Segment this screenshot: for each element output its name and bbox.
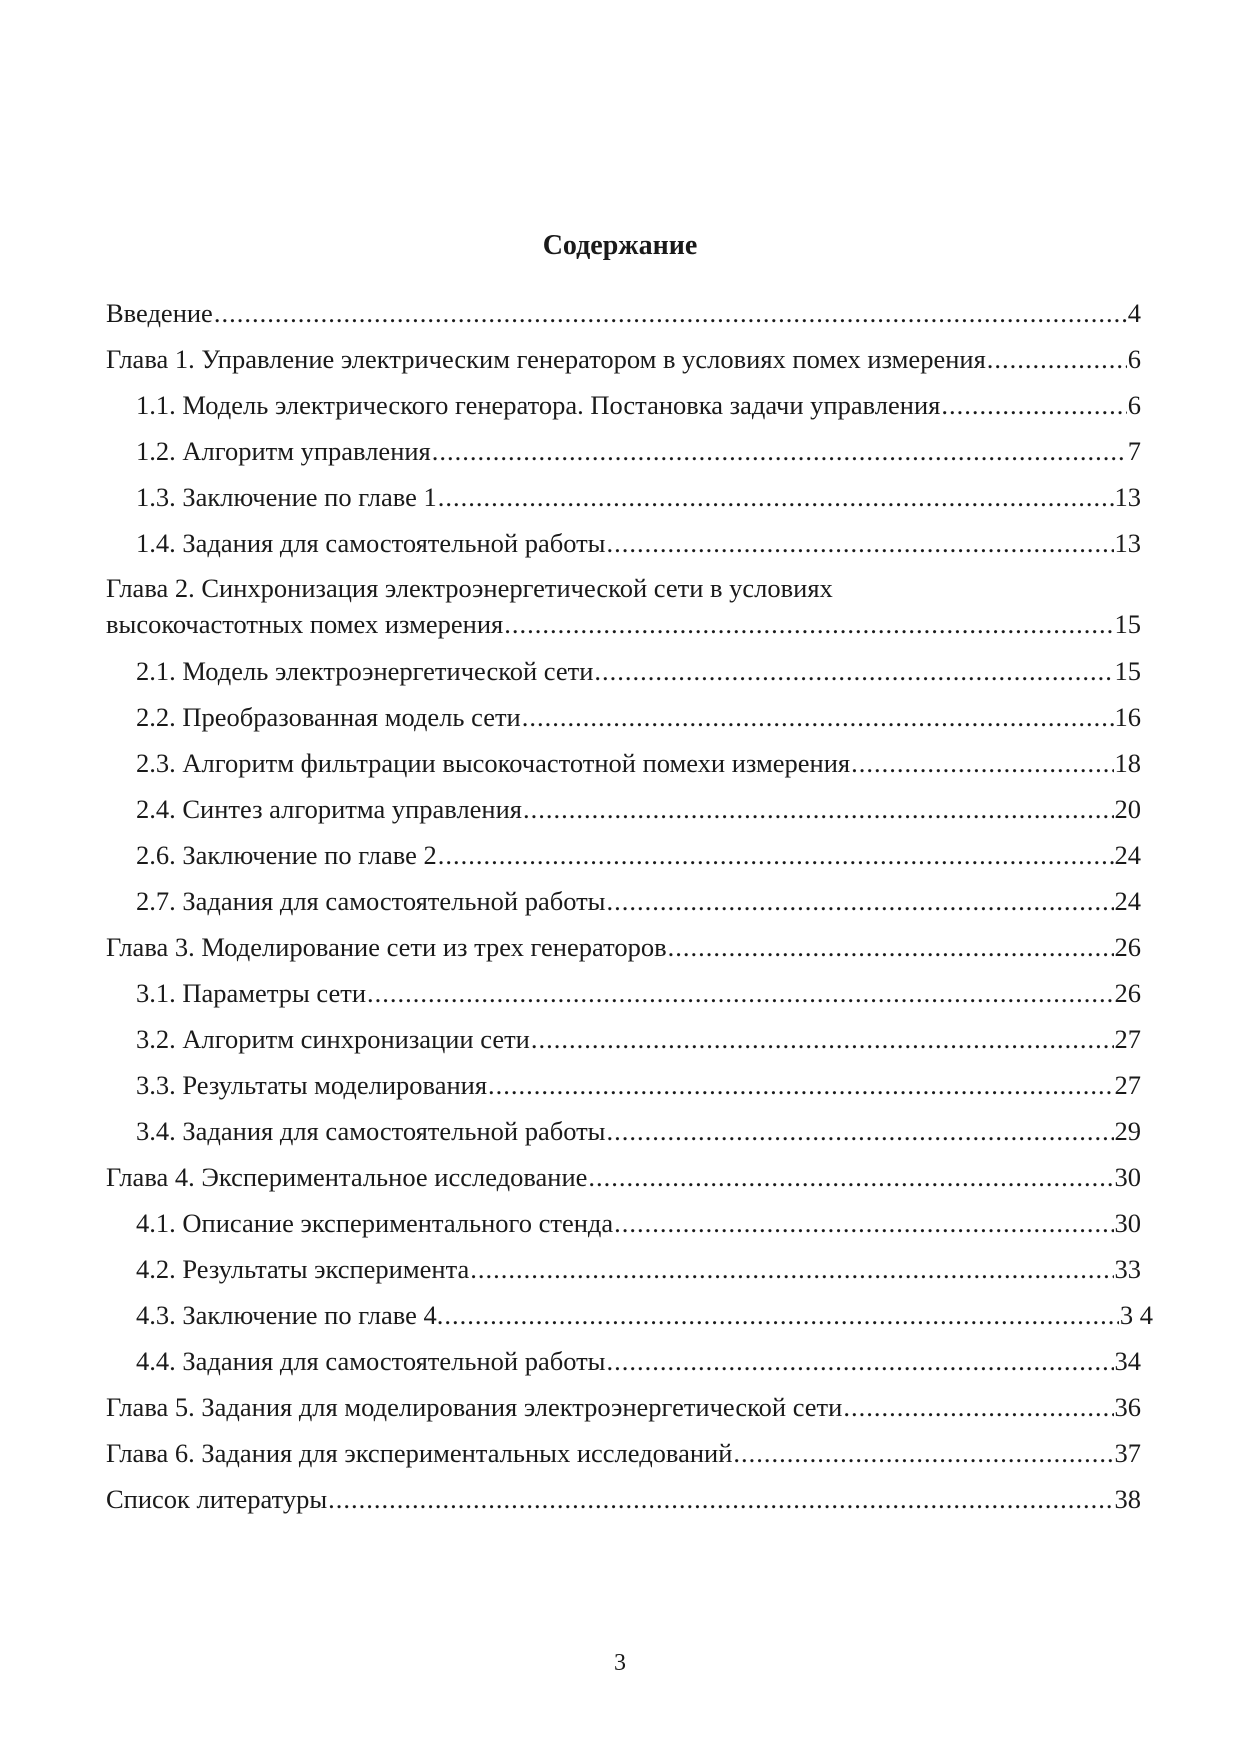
toc-leader-dots <box>328 1476 1113 1522</box>
toc-entry-label: 4.2. Результаты эксперимента <box>136 1254 470 1284</box>
toc-subentry[interactable] <box>106 832 1141 878</box>
toc-entry-page: 16 <box>1114 702 1141 732</box>
toc-entry-page: 30 <box>1114 1162 1141 1192</box>
toc-entry-label: 3.3. Результаты моделирования <box>136 1070 488 1100</box>
toc-entry-label: 1.1. Модель электрического генератора. Постановка задачи управления <box>136 390 941 420</box>
toc-entry-label: 3.2. Алгоритм синхронизации сети <box>136 1024 530 1054</box>
toc-entry-page: 30 <box>1114 1208 1141 1238</box>
toc-entry-label: 2.1. Модель электроэнергетической сети <box>136 656 594 686</box>
toc-subentry[interactable] <box>106 1108 1141 1154</box>
toc-leader-dots <box>438 832 1114 878</box>
page-number: 3 <box>614 1650 626 1676</box>
toc-leader-dots <box>614 1200 1113 1246</box>
toc-leader-dots <box>606 1338 1113 1384</box>
table-of-contents <box>106 290 1153 1522</box>
toc-leader-dots <box>470 1246 1113 1292</box>
toc-subentry[interactable] <box>106 970 1141 1016</box>
toc-leader-dots <box>987 336 1127 382</box>
toc-entry[interactable] <box>106 290 1141 336</box>
toc-entry[interactable] <box>106 1154 1141 1200</box>
toc-subentry[interactable] <box>106 1016 1141 1062</box>
toc-entry-page: 15 <box>1114 656 1141 686</box>
toc-entry-page: 13 <box>1114 482 1141 512</box>
toc-leader-dots <box>438 474 1114 520</box>
toc-subentry[interactable] <box>106 1246 1141 1292</box>
toc-entry-label: Глава 5. Задания для моделирования электроэнергетической сети <box>106 1392 843 1422</box>
toc-entry-label-line2: высокочастотных помех измерения <box>106 609 504 639</box>
toc-leader-dots <box>594 648 1113 694</box>
toc-subentry[interactable] <box>106 382 1141 428</box>
toc-entry-page: 24 <box>1114 886 1141 916</box>
toc-entry-label: Список литературы <box>106 1484 328 1514</box>
toc-leader-dots <box>588 1154 1113 1200</box>
toc-subentry[interactable] <box>106 694 1141 740</box>
toc-entry[interactable] <box>106 1476 1141 1522</box>
toc-entry-label: 2.6. Заключение по главе 2 <box>136 840 437 870</box>
toc-entry-label: 4.1. Описание экспериментального стенда <box>136 1208 614 1238</box>
toc-entry-label: Введение <box>106 298 213 328</box>
toc-entry-page: 13 <box>1114 528 1141 558</box>
toc-leader-dots <box>606 1108 1113 1154</box>
toc-subentry[interactable] <box>106 1338 1141 1384</box>
toc-entry-label: 4.4. Задания для самостоятельной работы <box>136 1346 606 1376</box>
toc-subentry[interactable] <box>106 520 1141 566</box>
toc-entry-label: 1.3. Заключение по главе 1 <box>136 482 437 512</box>
toc-leader-dots <box>531 1016 1114 1062</box>
toc-entry-page: 3 4 <box>1119 1300 1153 1330</box>
toc-entry[interactable] <box>106 1384 1141 1430</box>
toc-subentry[interactable] <box>106 786 1141 832</box>
page-title: Содержание <box>542 230 698 261</box>
toc-leader-dots <box>214 290 1127 336</box>
toc-entry-label: 2.3. Алгоритм фильтрации высокочастотной помехи измерения <box>136 748 851 778</box>
toc-entry-page: 24 <box>1114 840 1141 870</box>
toc-entry[interactable] <box>106 566 1141 648</box>
toc-entry[interactable] <box>106 1430 1141 1476</box>
toc-entry-page: 6 <box>1127 344 1141 374</box>
toc-leader-dots <box>432 428 1127 474</box>
toc-entry-page: 18 <box>1114 748 1141 778</box>
toc-entry-page: 20 <box>1114 794 1141 824</box>
toc-subentry[interactable] <box>106 474 1141 520</box>
toc-leader-dots <box>523 786 1114 832</box>
toc-entry-label: 2.7. Задания для самостоятельной работы <box>136 886 606 916</box>
toc-entry[interactable] <box>106 924 1141 970</box>
toc-entry-page: 27 <box>1114 1070 1141 1100</box>
toc-entry[interactable] <box>106 336 1141 382</box>
toc-entry-label: 3.1. Параметры сети <box>136 978 367 1008</box>
toc-entry-page: 33 <box>1114 1254 1141 1284</box>
toc-entry-label-line1: Глава 2. Синхронизация электроэнергетической сети в условиях <box>106 573 833 603</box>
toc-entry-label: 1.2. Алгоритм управления <box>136 436 431 466</box>
toc-entry-label: 4.3. Заключение по главе 4. <box>136 1300 444 1330</box>
toc-entry-label: 3.4. Задания для самостоятельной работы <box>136 1116 606 1146</box>
toc-entry-page: 26 <box>1114 932 1141 962</box>
toc-leader-dots <box>606 878 1113 924</box>
toc-leader-dots <box>733 1430 1113 1476</box>
toc-entry-label: 2.2. Преобразованная модель сети <box>136 702 521 732</box>
toc-entry-page: 37 <box>1114 1438 1141 1468</box>
toc-entry-page: 15 <box>1114 609 1141 639</box>
toc-entry-page: 29 <box>1114 1116 1141 1146</box>
toc-entry-label: Глава 1. Управление электрическим генератором в условиях помех измерения <box>106 344 986 374</box>
toc-subentry[interactable] <box>106 1200 1141 1246</box>
toc-leader-dots <box>367 970 1113 1016</box>
toc-entry-page: 7 <box>1127 436 1141 466</box>
toc-entry-label: 1.4. Задания для самостоятельной работы <box>136 528 606 558</box>
toc-subentry[interactable] <box>106 1062 1141 1108</box>
toc-leader-dots <box>504 606 1113 642</box>
toc-leader-dots <box>668 924 1114 970</box>
toc-leader-dots <box>444 1292 1119 1338</box>
toc-entry-label: 2.4. Синтез алгоритма управления <box>136 794 522 824</box>
toc-subentry[interactable] <box>106 878 1141 924</box>
toc-leader-dots <box>606 520 1113 566</box>
toc-leader-dots <box>851 740 1113 786</box>
toc-entry-page: 27 <box>1114 1024 1141 1054</box>
toc-entry-page: 38 <box>1114 1484 1141 1514</box>
toc-entry-page: 6 <box>1127 390 1141 420</box>
toc-leader-dots <box>843 1384 1113 1430</box>
toc-subentry[interactable] <box>106 428 1141 474</box>
toc-subentry[interactable] <box>106 740 1141 786</box>
toc-subentry[interactable] <box>106 1292 1153 1338</box>
toc-leader-dots <box>488 1062 1113 1108</box>
toc-entry-page: 36 <box>1114 1392 1141 1422</box>
toc-leader-dots <box>522 694 1114 740</box>
toc-entry-page: 26 <box>1114 978 1141 1008</box>
toc-entry-label: Глава 6. Задания для экспериментальных исследований <box>106 1438 733 1468</box>
toc-entry-label: Глава 3. Моделирование сети из трех генераторов <box>106 932 667 962</box>
toc-entry-page: 4 <box>1127 298 1141 328</box>
toc-entry-label: Глава 4. Экспериментальное исследование <box>106 1162 588 1192</box>
toc-leader-dots <box>941 382 1126 428</box>
toc-subentry[interactable] <box>106 648 1141 694</box>
toc-entry-page: 34 <box>1114 1346 1141 1376</box>
